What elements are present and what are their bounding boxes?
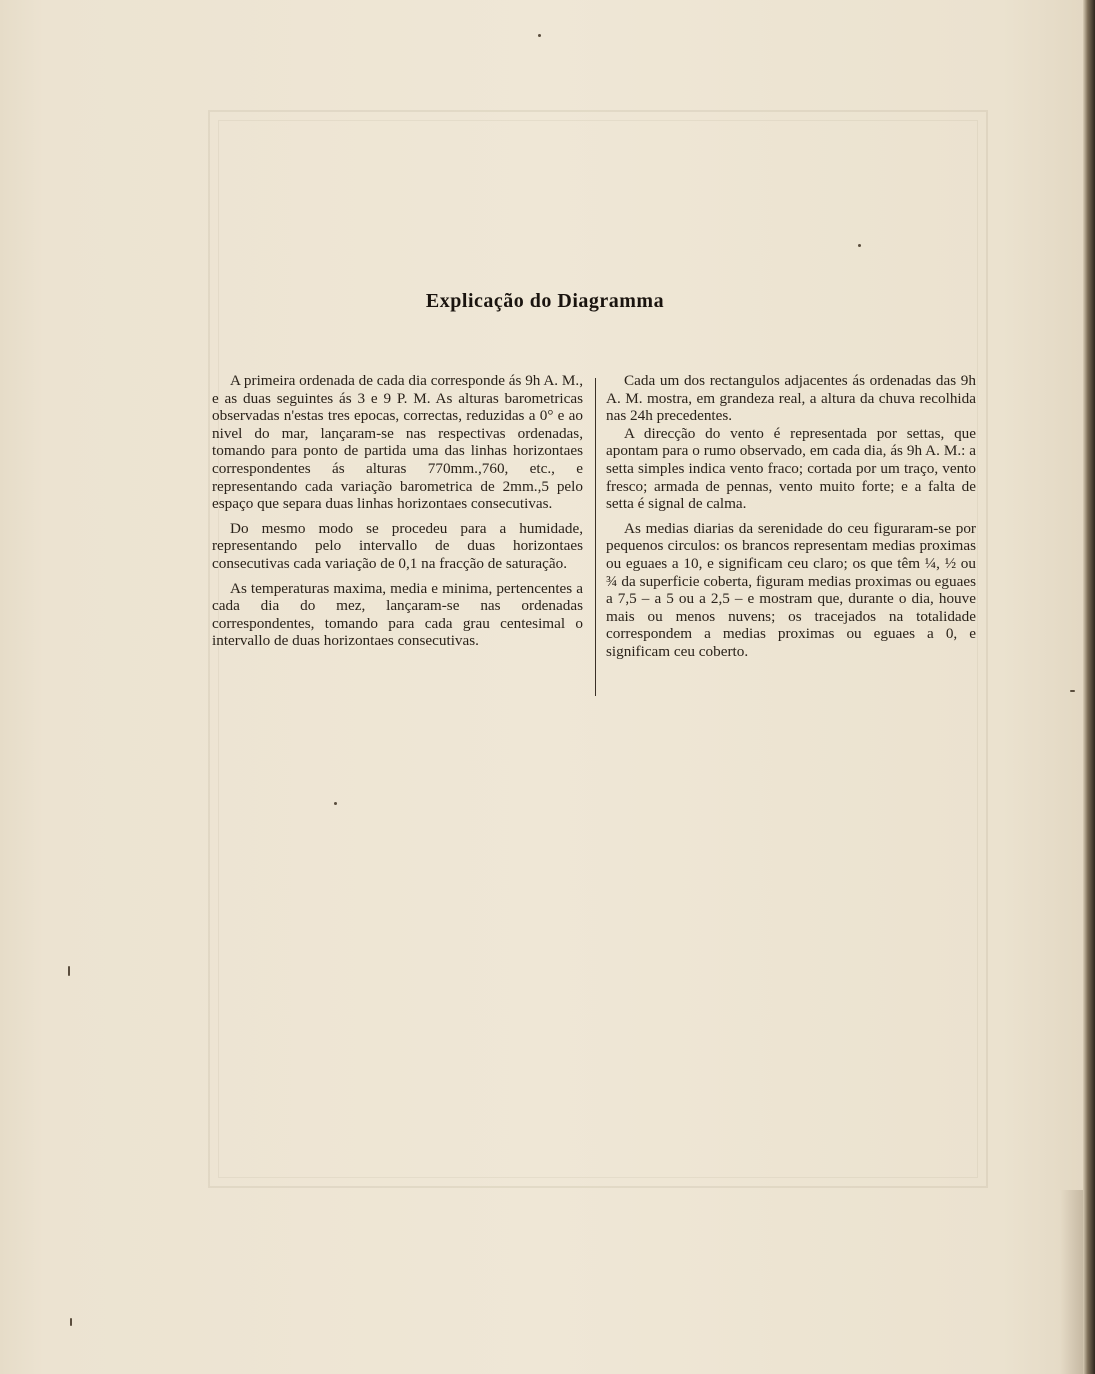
paragraph-barometer: A primeira ordenada de cada dia corresponde ás 9h A. M., e as duas seguintes ás 3 e 9 P. M. As alturas barometricas observadas n'estas tres epocas, correctas, reduzidas a 0° e ao nivel do mar, lançaram-se nas respectivas ordenadas, tomando para ponto de partida uma das linhas horizontaes correspondentes ás alturas 770mm.,760, etc., e representando cada variação barometrica de 2mm.,5 pelo espaço que separa duas linhas horizontaes consecutivas.: [212, 372, 583, 513]
paragraph-temperature: As temperaturas maxima, media e minima, pertencentes a cada dia do mez, lançaram-se nas ordenadas correspondentes, tomando para cada grau centesimal o intervallo de duas horizontaes consecutivas.: [212, 579, 583, 650]
paragraph-humidity: Do mesmo modo se procedeu para a humidade, representando pelo intervallo de duas horizontaes consecutivas cada variação de 0,1 na fracção de saturação.: [212, 519, 583, 572]
left-text-column: [212, 372, 583, 650]
paper-speck: [334, 802, 337, 805]
paper-speck: [538, 34, 541, 37]
paragraph-wind: A direcção do vento é representada por settas, que apontam para o rumo observado, em cada dia, ás 9h A. M.: a setta simples indica vento fraco; cortada por um traço, vento fresco; armada de pennas, vento muito forte; e a falta de setta é signal de calma.: [606, 424, 976, 513]
page-title: Explicação do Diagramma: [425, 290, 665, 312]
paper-speck: [858, 244, 861, 247]
paragraph-sky-serenity: As medias diarias da serenidade do ceu figuraram-se por pequenos circulos: os brancos representam medias proximas ou eguaes a 10, e significam ceu claro; os que têm ¼, ½ ou ¾ da superficie coberta, figuram medias proximas ou eguaes a 7,5 – a 5 ou a 2,5 – e mostram que, durante o dia, houve mais ou menos nuvens; os tracejados na totalidade correspondem a medias proximas ou eguaes a 0, e significam ceu coberto.: [606, 519, 976, 660]
paper-speck: [70, 1318, 72, 1326]
paper-speck: [68, 966, 70, 976]
paragraph-rain: Cada um dos rectangulos adjacentes ás ordenadas das 9h A. M. mostra, em grandeza real, a altura da chuva recolhida nas 24h precedentes.: [606, 372, 976, 425]
column-divider: [595, 378, 596, 696]
page-edge: [1083, 0, 1095, 1374]
right-text-column: [606, 372, 976, 661]
paper-speck: [1070, 690, 1075, 692]
